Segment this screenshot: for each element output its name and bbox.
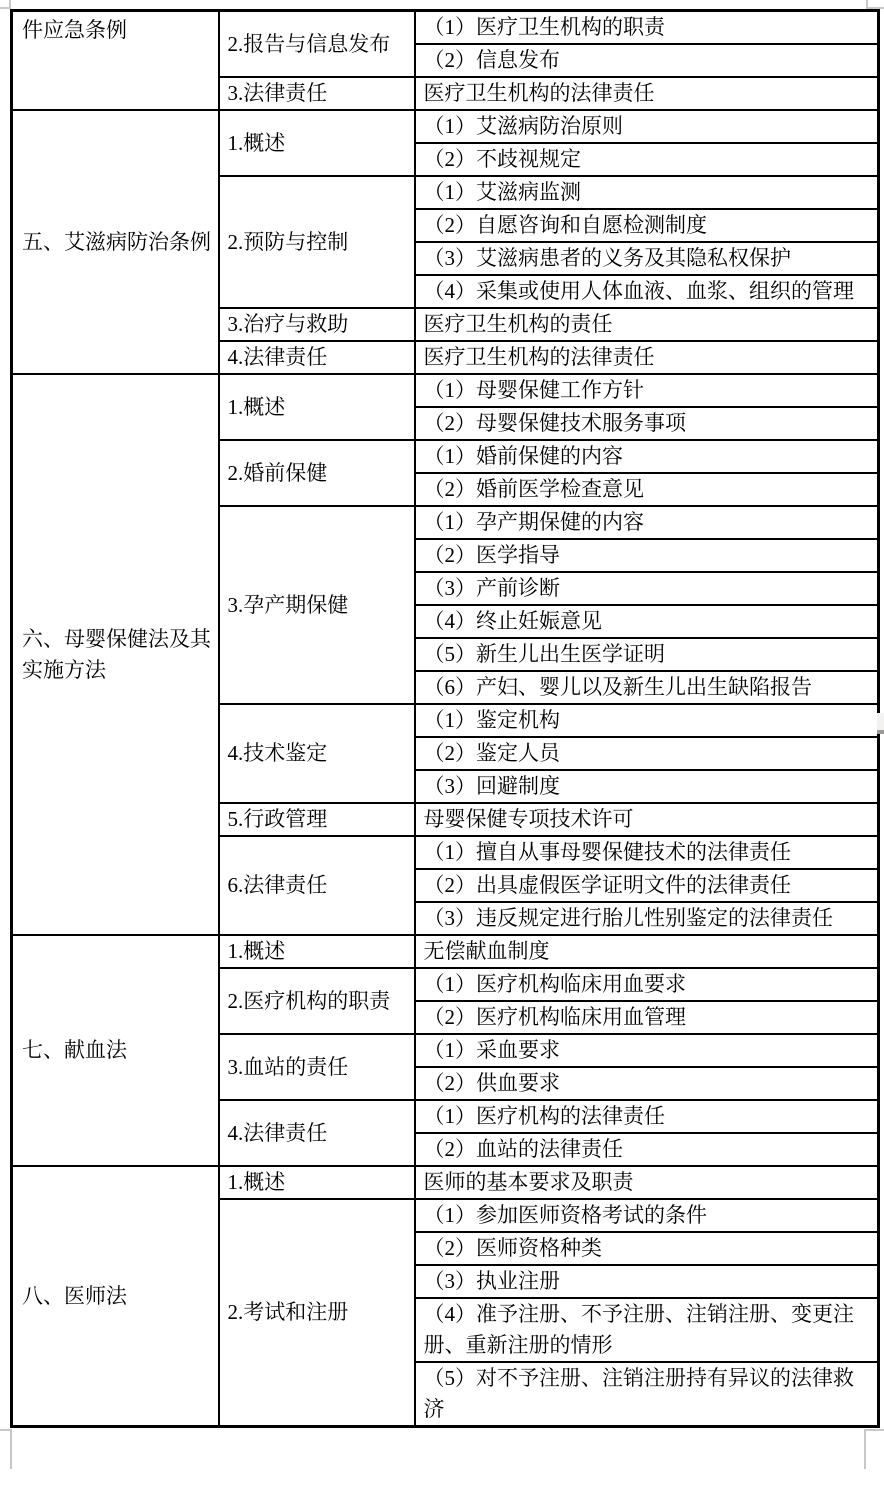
item-cell: 医师的基本要求及职责	[415, 1166, 879, 1199]
item-cell: （3）违反规定进行胎儿性别鉴定的法律责任	[415, 902, 879, 935]
item-cell: （4）准予注册、不予注册、注销注册、变更注册、重新注册的情形	[415, 1298, 879, 1362]
subsection-cell: 2.考试和注册	[219, 1199, 415, 1427]
item-cell: （1）艾滋病防治原则	[415, 110, 879, 143]
right-edge-smudge	[877, 713, 884, 731]
subsection-cell: 3.法律责任	[219, 77, 415, 110]
page-margin-mark-top-right	[866, 0, 884, 9]
table-row	[12, 935, 879, 968]
page-margin-mark-top-left	[0, 0, 11, 9]
subsection-cell: 4.技术鉴定	[219, 704, 415, 803]
item-cell: 医疗卫生机构的法律责任	[415, 77, 879, 110]
item-cell: （5）对不予注册、注销注册持有异议的法律救济	[415, 1362, 879, 1427]
item-cell: （6）产妇、婴儿以及新生儿出生缺陷报告	[415, 671, 879, 704]
item-cell: （1）医疗机构的法律责任	[415, 1100, 879, 1133]
subsection-cell: 3.孕产期保健	[219, 506, 415, 704]
item-cell: （1）艾滋病监测	[415, 176, 879, 209]
item-cell: （5）新生儿出生医学证明	[415, 638, 879, 671]
subsection-cell: 3.血站的责任	[219, 1034, 415, 1100]
item-cell: （2）自愿咨询和自愿检测制度	[415, 209, 879, 242]
item-cell: （2）医学指导	[415, 539, 879, 572]
table-row	[12, 374, 879, 407]
section-cell: 六、母婴保健法及其实施方法	[12, 374, 219, 935]
item-cell: 医疗卫生机构的责任	[415, 308, 879, 341]
item-cell: （4）采集或使用人体血液、血浆、组织的管理	[415, 275, 879, 308]
subsection-cell: 4.法律责任	[219, 341, 415, 374]
section-cell: 件应急条例	[12, 11, 219, 111]
item-cell: （2）婚前医学检查意见	[415, 473, 879, 506]
item-cell: （1）医疗卫生机构的职责	[415, 11, 879, 45]
item-cell: （2）医师资格种类	[415, 1232, 879, 1265]
item-cell: 医疗卫生机构的法律责任	[415, 341, 879, 374]
item-cell: （4）终止妊娠意见	[415, 605, 879, 638]
subsection-cell: 6.法律责任	[219, 836, 415, 935]
item-cell: （2）鉴定人员	[415, 737, 879, 770]
page-margin-mark-bottom-left	[0, 1429, 12, 1469]
right-edge-scrollbar-fragment	[877, 730, 884, 734]
subsection-cell: 2.预防与控制	[219, 176, 415, 308]
subsection-cell: 3.治疗与救助	[219, 308, 415, 341]
subsection-cell: 2.医疗机构的职责	[219, 968, 415, 1034]
item-cell: （3）执业注册	[415, 1265, 879, 1298]
subsection-cell: 1.概述	[219, 374, 415, 440]
section-cell: 七、献血法	[12, 935, 219, 1166]
table-row	[12, 1166, 879, 1199]
table-row	[12, 11, 879, 45]
table-row	[12, 110, 879, 143]
item-cell: （1）孕产期保健的内容	[415, 506, 879, 539]
item-cell: （3）艾滋病患者的义务及其隐私权保护	[415, 242, 879, 275]
item-cell: （1）参加医师资格考试的条件	[415, 1199, 879, 1232]
section-cell: 八、医师法	[12, 1166, 219, 1427]
item-cell: （1）擅自从事母婴保健技术的法律责任	[415, 836, 879, 869]
item-cell: （1）婚前保健的内容	[415, 440, 879, 473]
item-cell: （2）出具虚假医学证明文件的法律责任	[415, 869, 879, 902]
item-cell: （2）母婴保健技术服务事项	[415, 407, 879, 440]
item-cell: （1）采血要求	[415, 1034, 879, 1067]
page-margin-mark-bottom-right	[864, 1429, 884, 1469]
item-cell: （1）母婴保健工作方针	[415, 374, 879, 407]
item-cell: （2）供血要求	[415, 1067, 879, 1100]
item-cell: （2）不歧视规定	[415, 143, 879, 176]
item-cell: （3）回避制度	[415, 770, 879, 803]
subsection-cell: 1.概述	[219, 1166, 415, 1199]
syllabus-table	[10, 9, 880, 1428]
section-cell: 五、艾滋病防治条例	[12, 110, 219, 374]
item-cell: （2）信息发布	[415, 44, 879, 77]
subsection-cell: 5.行政管理	[219, 803, 415, 836]
item-cell: 无偿献血制度	[415, 935, 879, 968]
subsection-cell: 1.概述	[219, 110, 415, 176]
item-cell: （1）鉴定机构	[415, 704, 879, 737]
item-cell: （1）医疗机构临床用血要求	[415, 968, 879, 1001]
subsection-cell: 4.法律责任	[219, 1100, 415, 1166]
subsection-cell: 2.报告与信息发布	[219, 11, 415, 78]
item-cell: 母婴保健专项技术许可	[415, 803, 879, 836]
item-cell: （3）产前诊断	[415, 572, 879, 605]
item-cell: （2）医疗机构临床用血管理	[415, 1001, 879, 1034]
subsection-cell: 2.婚前保健	[219, 440, 415, 506]
subsection-cell: 1.概述	[219, 935, 415, 968]
item-cell: （2）血站的法律责任	[415, 1133, 879, 1166]
